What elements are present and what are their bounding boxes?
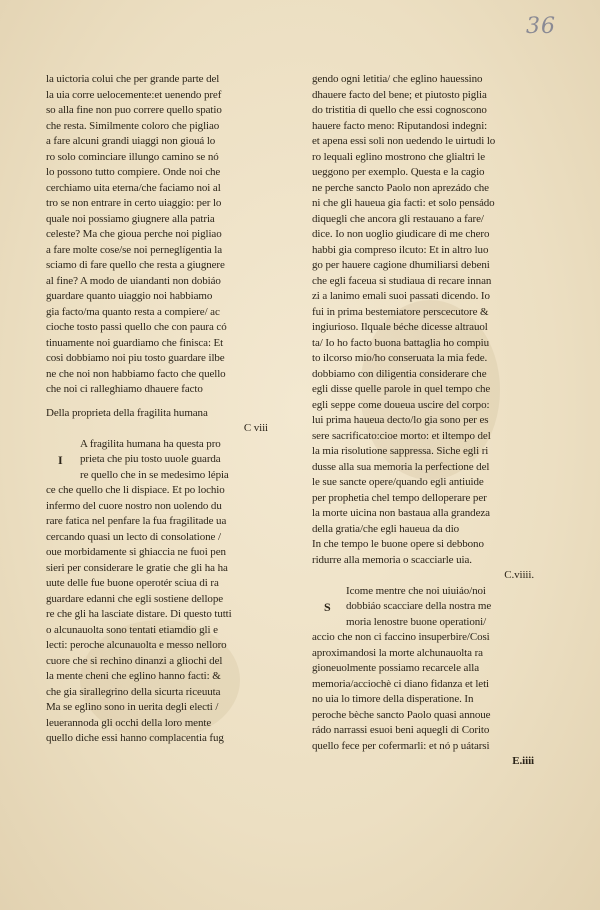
- text-line: la morte uicina non bastaua alla grandeza: [312, 507, 490, 519]
- text-line: ro lequali eglino mostrono che glialtri le: [312, 150, 485, 163]
- text-line: che egli faceua si studiaua di recare innan: [312, 274, 492, 287]
- text-line: rare fatica nel penfare la fua fragilitade ua: [46, 515, 227, 527]
- text-line: egli seppe come doueua uscire del corpo:: [312, 398, 490, 411]
- text-line: che noi ci ralleghiamo dhauere facto: [46, 383, 203, 395]
- text-line: ingiurioso. Ilquale béche dicesse altrauol: [312, 321, 488, 333]
- text-line: no uia lo timore della disperatione. In: [312, 693, 474, 705]
- text-line: In che tempo le buone opere si debbono: [312, 538, 484, 550]
- text-line: uute delle fue buone operotér sciua di ra: [46, 577, 219, 589]
- text-line: quello diche essi hanno complacentia fug: [46, 732, 224, 744]
- text-line: do tristitia di quello che essi cognoscono: [312, 104, 487, 116]
- text-line: la mia risolutione sappressa. Siche egli ri: [312, 445, 489, 457]
- text-line: memoria/acciochè ci diano fidanza et leti: [312, 677, 490, 690]
- text-line: guardare quanto uiaggio noi habbiamo: [46, 290, 213, 302]
- text-line: go per hauere cagione dhumiliarsi debeni: [312, 259, 490, 271]
- text-line: dusse alla sua memoria la perfectione del: [312, 460, 490, 473]
- text-line: rádo narrassi esuoi beni aquegli di Corito: [312, 724, 490, 736]
- text-line: et apena essi soli non uedendo le uirtudi lo: [312, 135, 496, 147]
- text-line: ni che gli haueua gia facti: et solo pensádo: [312, 197, 495, 209]
- text-line: accio che non ci faccino insuperbire/Cosi: [312, 631, 490, 643]
- right-text-block-lower: [312, 630, 542, 754]
- text-line: peroche bèche sancto Paolo quasi annoue: [312, 708, 491, 721]
- chapter-number: C.viiii.: [504, 569, 534, 581]
- text-line: o alcunauolta sono tentati etiamdio gli e: [46, 623, 218, 636]
- left-column: [46, 72, 276, 747]
- right-text-block: [312, 72, 542, 568]
- text-line: dobbiamo con diligentia considerare che: [312, 367, 487, 380]
- text-line: guardare edanni che egli sostiene dellope: [46, 592, 224, 605]
- text-line: lecti: peroche alcunauolta e messo nelloro: [46, 639, 227, 651]
- text-line: dobbiáo scacciare della nostra me: [346, 600, 492, 612]
- text-line: moria lenostre buone operationi/: [346, 615, 487, 628]
- text-line: cuore che si rechino dinanzi a gliochi del: [46, 654, 223, 667]
- text-line: ueggono per exemplo. Questa e la cagio: [312, 166, 485, 178]
- text-line: aproximandosi la morte alchunauolta ra: [312, 646, 483, 659]
- text-line: hauere facto meno: Riputandosi indegni:: [312, 119, 488, 132]
- drop-initial-guide: S: [324, 599, 331, 614]
- text-line: oue morbidamente si ghiaccia ne fuoi pen: [46, 546, 226, 558]
- text-line: della gratia/che egli haueua da dio: [312, 522, 460, 535]
- text-line: tro se non entrare in certo uiaggio: per lo: [46, 197, 222, 209]
- right-column: [312, 72, 542, 770]
- text-line: leuerannoda gli occhi della loro mente: [46, 716, 212, 729]
- text-line: dhauere facto del bene; et piutosto piglia: [312, 88, 487, 101]
- text-line: so alla fine non puo correre quello spatio: [46, 104, 222, 116]
- text-line: gia facto/ma quanto resta a compiere/ ac: [46, 305, 220, 318]
- text-line: re che gli ha lasciate distare. Di questo tutti: [46, 608, 232, 620]
- text-line: sieri per considerare le gratie che gli ha ha: [46, 561, 228, 574]
- text-line: gioneuolmente possiamo recarcele alla: [312, 662, 480, 674]
- text-line: fui in prima bestemiatore perscecutore &: [312, 305, 489, 318]
- chapter-opening: [46, 437, 276, 484]
- text-line: ridurre alla memoria o scacciarle uia.: [312, 553, 472, 566]
- text-line: Ma se eglino sono in uerita degli electi /: [46, 701, 219, 713]
- text-line: ne che noi non habbiamo facto che quello: [46, 367, 226, 380]
- text-line: che gia sirallegrino della sicurta riceuuta: [46, 685, 221, 698]
- text-line: gendo ogni letitia/ che eglino hauessino: [312, 73, 483, 85]
- text-line: to ilcorso mio/ho conseruata la mia fede.: [312, 352, 488, 364]
- text-line: per prophetia chel tempo delloperare per: [312, 491, 487, 504]
- folio-number: 36: [526, 14, 556, 39]
- text-line: ta/ Io ho facto buona battaglia ho compiu: [312, 336, 490, 349]
- text-line: dice. Io non uoglio giudicare di me chero: [312, 228, 490, 240]
- chapter-heading: Della proprieta della fragilita humana: [46, 406, 208, 419]
- text-line: habbi gia compreso ilcuto: Et in altro luo: [312, 243, 489, 256]
- text-line: tinuamente noi guardiamo che finisca: Et: [46, 336, 224, 349]
- text-line: ce che quello che li dispiace. Et po lochio: [46, 484, 225, 496]
- chapter-number: C viii: [243, 422, 268, 434]
- text-line: sere sacrificato:cioe morto: et iltempo del: [312, 429, 491, 442]
- text-line: a fare alcuni grandi uiaggi non giouá lo: [46, 135, 216, 147]
- text-line: re quello che in se medesimo lépia: [80, 468, 229, 481]
- drop-initial-guide: I: [58, 452, 63, 467]
- left-text-block: [46, 72, 276, 398]
- text-line: al fine? A modo de uiandanti non dobiáo: [46, 274, 221, 287]
- text-line: sciamo di fare quello che resta a giugnere: [46, 259, 225, 271]
- text-line: ne perche sancto Paolo non aprezádo che: [312, 181, 489, 194]
- indented-lines: [312, 584, 542, 631]
- signature-mark: E.iiii: [512, 755, 534, 767]
- text-line: cercando quasi un lecto di consolatione /: [46, 530, 221, 543]
- text-line: la uictoria colui che per grande parte del: [46, 73, 220, 85]
- text-line: Icome mentre che noi uiuiáo/noi: [346, 584, 486, 597]
- chapter-opening: [312, 584, 542, 631]
- text-line: lui prima haueua decto/lo gia sono per es: [312, 414, 489, 426]
- text-line: lo possono tutto compiere. Onde noi che: [46, 166, 221, 178]
- text-line: quello fece per cofermarli: et nó p uátarsi: [312, 739, 490, 752]
- indented-lines: [46, 437, 276, 484]
- text-line: le sue sancte opere/quando egli antiuide: [312, 476, 484, 488]
- text-line: egli disse quelle parole in quel tempo che: [312, 383, 491, 395]
- text-line: quale noi possiamo giugnere alla patria: [46, 212, 215, 225]
- text-line: la uia corre uelocemente:et uenendo pref: [46, 88, 222, 101]
- text-line: cioche tosto passi quello che con paura có: [46, 321, 227, 333]
- text-line: la mente cheni che eglino hanno facti: &: [46, 670, 221, 682]
- text-line: prieta che piu tosto uuole guarda: [80, 453, 221, 465]
- text-line: A fragilita humana ha questa pro: [80, 437, 221, 450]
- text-line: diquegli che ancora gli restauano a fare/: [312, 212, 484, 225]
- text-line: cerchiamo uita eterna/che faciamo noi al: [46, 181, 221, 194]
- text-line: che resta. Similmente coloro che pigliao: [46, 119, 220, 132]
- text-line: celeste? Ma che gioua perche noi pigliao: [46, 228, 222, 240]
- text-line: zi a lanimo emali suoi passati dicendo. Io: [312, 290, 490, 302]
- left-text-block-lower: [46, 483, 276, 747]
- text-line: cosi dobbiamo noi piu tosto guardare ilbe: [46, 352, 225, 364]
- text-line: a fare molte cose/se noi perneglígentia la: [46, 243, 223, 256]
- text-line: ro solo cominciare illungo camino se nó: [46, 150, 219, 163]
- text-line: infermo del cuore nostro non uolendo du: [46, 499, 222, 512]
